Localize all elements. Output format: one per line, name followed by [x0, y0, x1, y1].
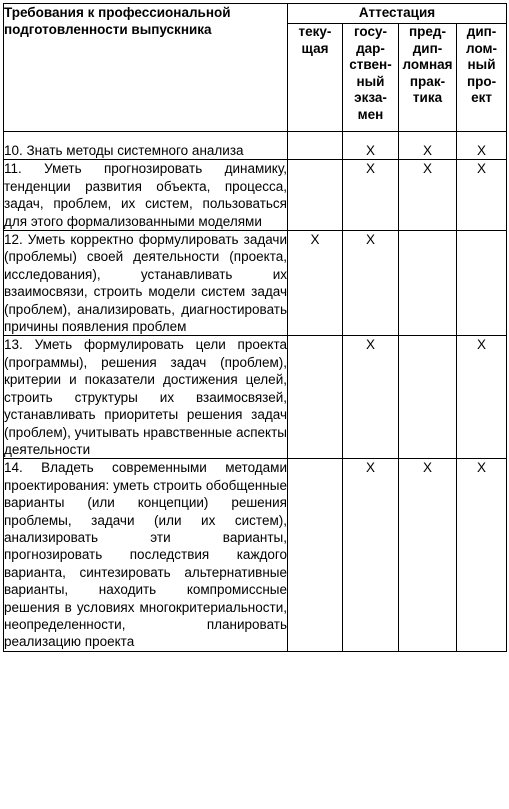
mark-prediploma-practice	[399, 231, 457, 336]
mark-diploma-project: X	[457, 459, 507, 651]
column-header-diploma-project: дип- лом- ный про- ект	[457, 24, 507, 132]
mark-current	[288, 132, 343, 160]
mark-current: X	[288, 231, 343, 336]
requirements-table	[3, 3, 507, 652]
table-row	[4, 231, 507, 336]
mark-current	[288, 459, 343, 651]
mark-state-exam: X	[343, 132, 399, 160]
mark-state-exam: X	[343, 231, 399, 336]
column-header-prediploma-practice: пред- дип- ломная прак- тика	[399, 24, 457, 132]
mark-current	[288, 336, 343, 459]
requirement-text: 13. Уметь формулировать цели проекта (программы), решения задач (проблем), критерии и показатели достижения целей, строить структуры их взаимосвязей, устанавливать приоритеты решения задач (проблем), учитывать нравственные аспекты деятельности	[4, 337, 287, 457]
table-row	[4, 160, 507, 231]
requirement-header: Требования к профессиональной подготовленности выпускника	[4, 4, 288, 132]
mark-diploma-project: X	[457, 132, 507, 160]
table-row	[4, 336, 507, 459]
mark-prediploma-practice: X	[399, 459, 457, 651]
table-row	[4, 459, 507, 651]
requirement-text: 11. Уметь прогнозировать динамику, тенденции развития объекта, процесса, задач, проблем, их систем, пользоваться для этого формализованными моделями	[4, 161, 287, 229]
mark-state-exam: X	[343, 459, 399, 651]
mark-diploma-project: X	[457, 160, 507, 231]
mark-state-exam: X	[343, 160, 399, 231]
requirement-text: 12. Уметь корректно формулировать задачи (проблемы) своей деятельности (проекта, исследования), устанавливать их взаимосвязи, строить модели систем задач (проблем), анализировать, диагностировать причины появления проблем	[4, 232, 287, 335]
mark-prediploma-practice: X	[399, 160, 457, 231]
attestation-header: Аттестация	[288, 4, 507, 24]
mark-state-exam: X	[343, 336, 399, 459]
column-header-current: теку- щая	[288, 24, 343, 132]
mark-prediploma-practice: X	[399, 132, 457, 160]
requirement-text: 14. Владеть современными методами проектирования: уметь строить обобщенные варианты (или концепции) решения проблемы, задачи (или их систем), анализировать эти варианты, прогнозировать последствия каждого варианта, синтезировать альтернативные варианты, находить компромиссные решения в условиях многокритериальности, неопределенности, планировать реализацию проекта	[4, 460, 287, 650]
mark-prediploma-practice	[399, 336, 457, 459]
mark-diploma-project	[457, 231, 507, 336]
table-row	[4, 132, 507, 160]
column-header-state-exam: госу- дар- ствен- ный экза- мен	[343, 24, 399, 132]
mark-current	[288, 160, 343, 231]
requirement-text: 10. Знать методы системного анализа	[4, 132, 288, 160]
mark-diploma-project: X	[457, 336, 507, 459]
